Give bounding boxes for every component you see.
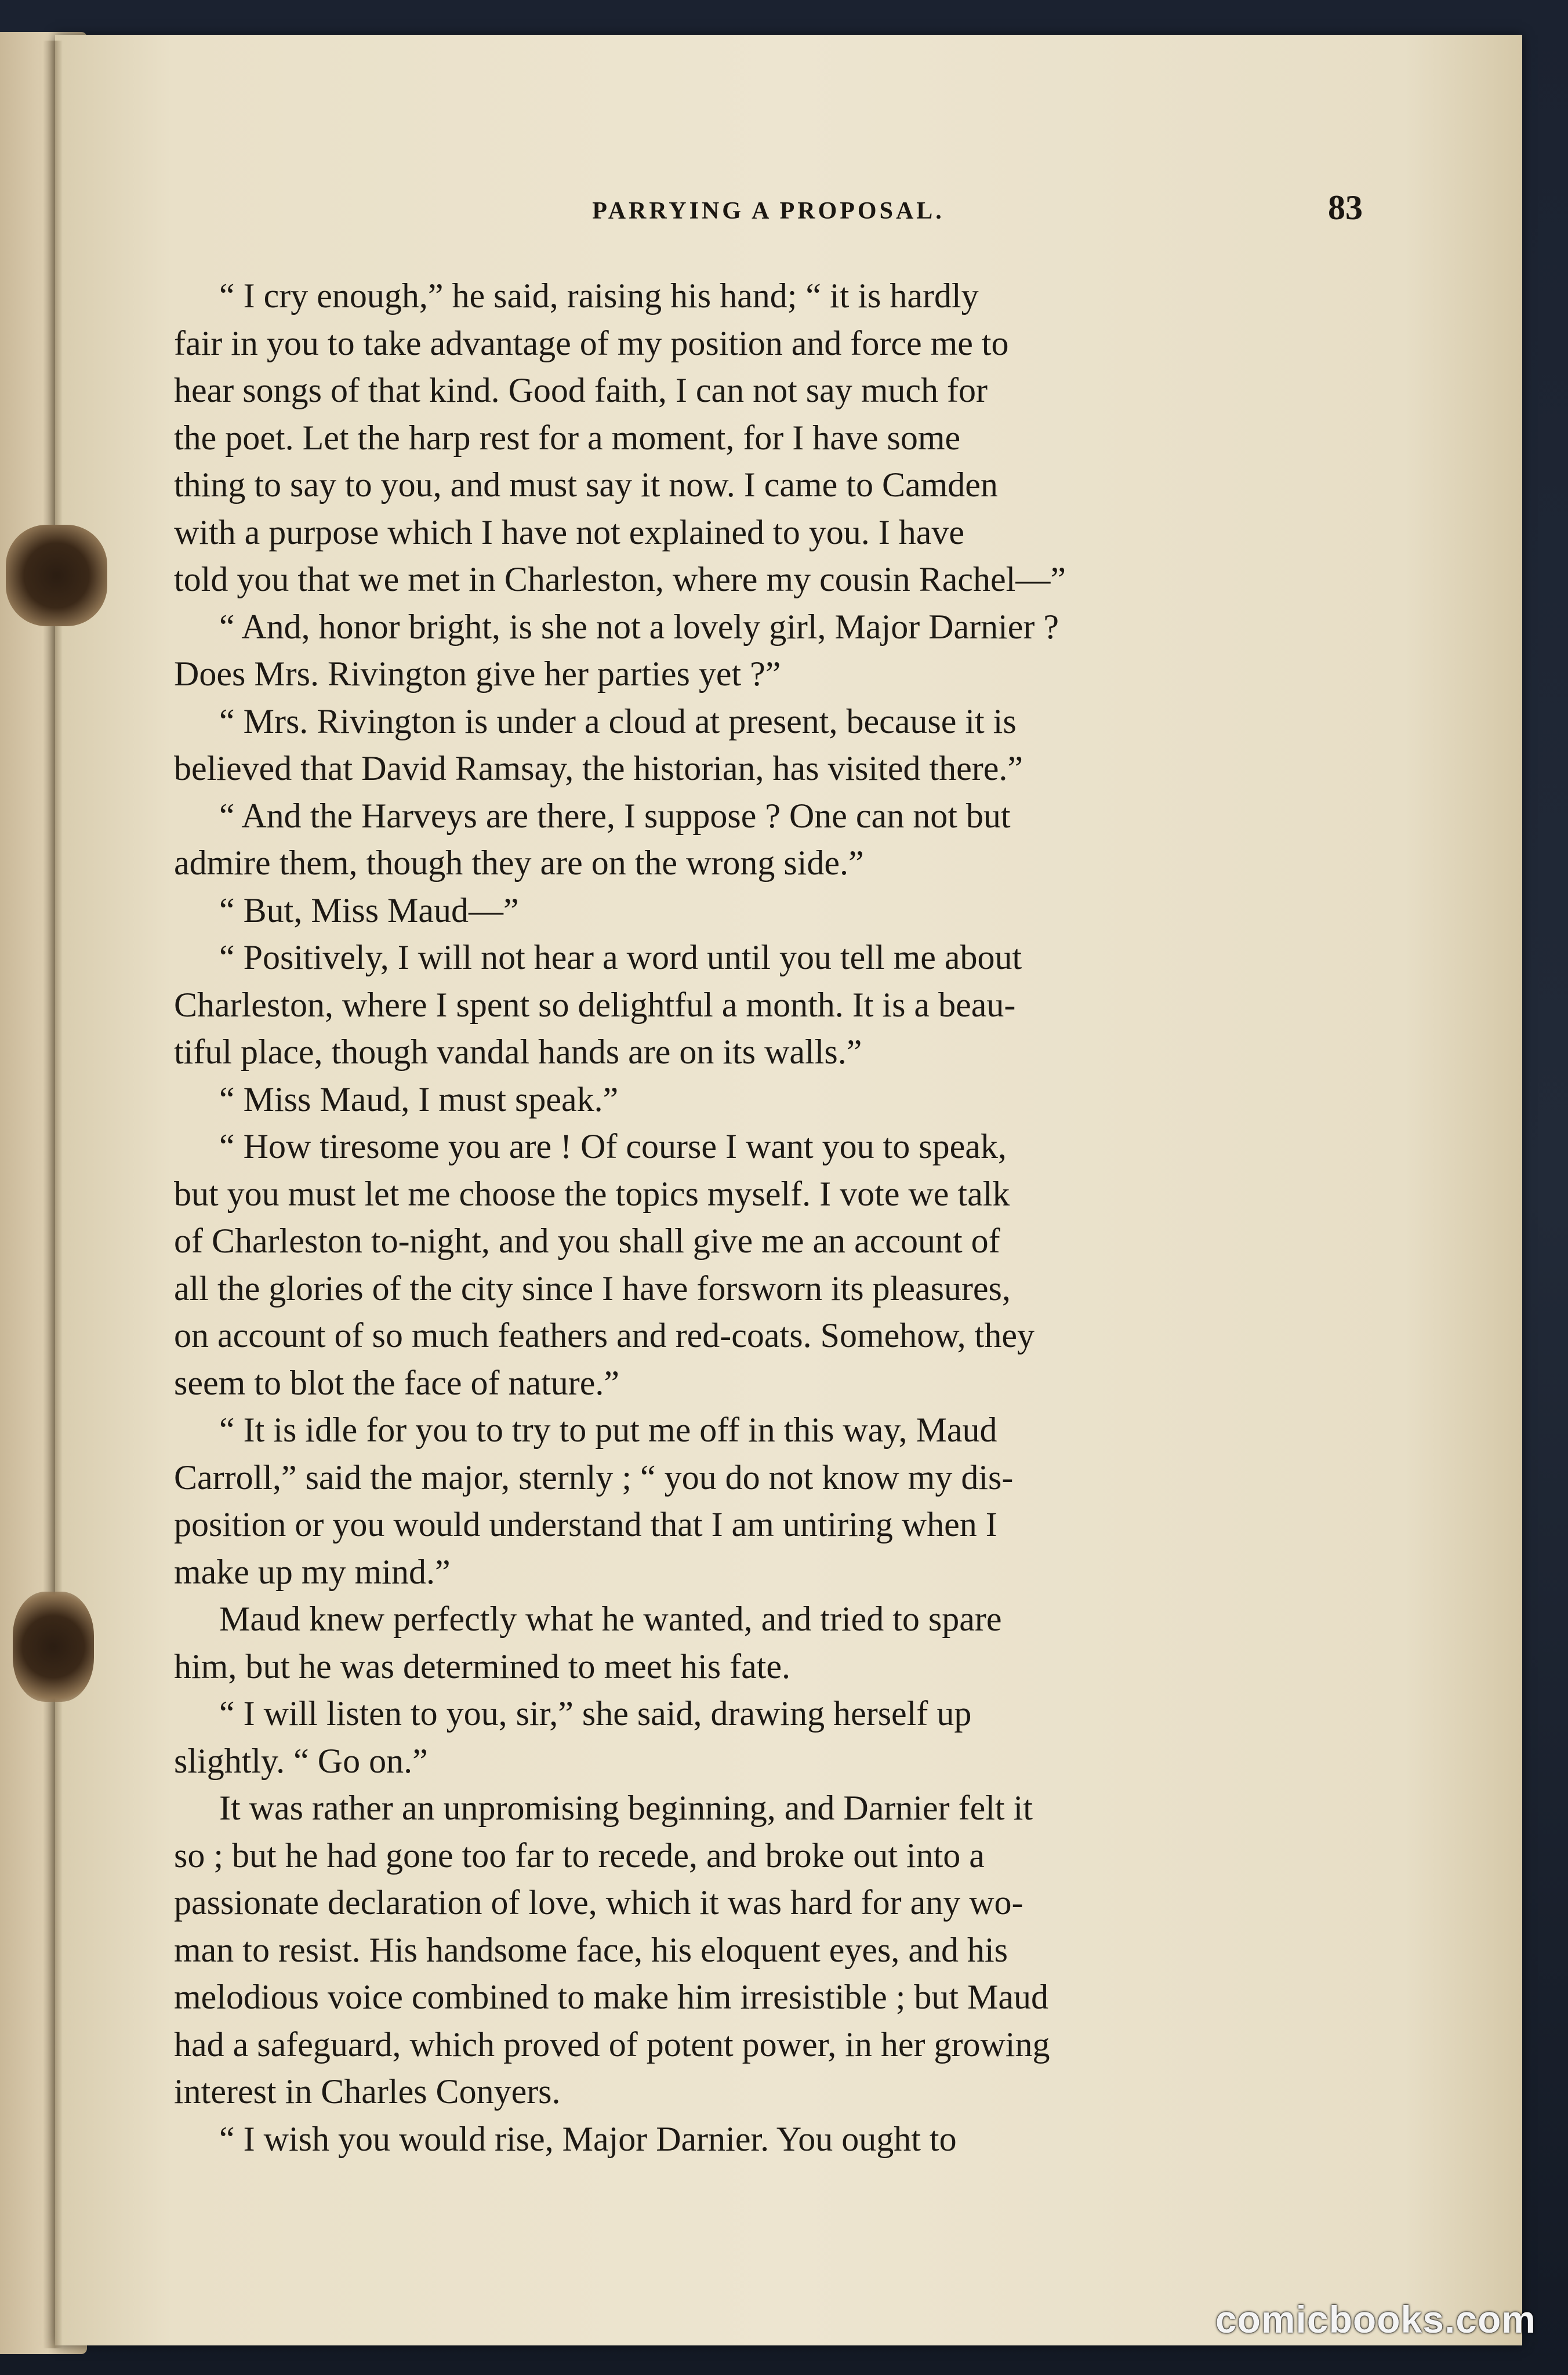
- paragraph: “ Mrs. Rivington is under a cloud at present, because it is believed that David Ramsay, the historian, has visited there.”: [174, 702, 1023, 787]
- paragraph: “ I cry enough,” he said, raising his hand; “ it is hardly fair in you to take advantage of my position and force me to hear songs of that kind. Good faith, I can not say much for the poet. Let the harp rest for a moment, for I have some thing to say to you, and must say it now. I came to Camden with a purpose which I have not explained to you. I have told you that we met in Charleston, where my cousin Rachel—”: [174, 277, 1066, 598]
- paragraph: “ But, Miss Maud—”: [219, 891, 519, 929]
- spine-shadow: [43, 41, 63, 2348]
- paragraph: “ And, honor bright, is she not a lovely girl, Major Darnier ? Does Mrs. Rivington give her parties yet ?”: [174, 607, 1059, 693]
- paragraph: “ Positively, I will not hear a word until you tell me about Charleston, where I spent so delightful a month. It is a beau- tiful place, though vandal hands are on its walls.”: [174, 938, 1022, 1071]
- paragraph: Maud knew perfectly what he wanted, and tried to spare him, but he was determined to meet his fate.: [174, 1600, 1002, 1686]
- paragraph: “ It is idle for you to try to put me off in this way, Maud Carroll,” said the major, sternly ; “ you do not know my dis- position or you would understand that I am untiring when I make up my mind.”: [174, 1411, 1014, 1591]
- page-number: 83: [1328, 188, 1363, 227]
- paragraph: “ I wish you would rise, Major Darnier. You ought to: [219, 2119, 957, 2158]
- binding-hole-top: [6, 525, 107, 626]
- paragraph: “ Miss Maud, I must speak.”: [219, 1080, 619, 1118]
- paragraph: “ I will listen to you, sir,” she said, drawing herself up slightly. “ Go on.”: [174, 1694, 972, 1780]
- watermark: comicbooks.com: [1215, 2298, 1536, 2341]
- running-head: PARRYING A PROPOSAL.: [592, 198, 945, 224]
- paragraph: “ How tiresome you are ! Of course I want you to speak, but you must let me choose the topics myself. I vote we talk of Charleston to-night, and you shall give me an account of all the glories of the city since I have forsworn its pleasures, on account of so much feathers and red-coats. Somehow, they seem to blot the face of nature.”: [174, 1127, 1035, 1402]
- paragraph: It was rather an unpromising beginning, and Darnier felt it so ; but he had gone too far to recede, and broke out into a passionate declaration of love, which it was hard for any wo- man to resist. His handsome face, his eloquent eyes, and his melodious voice combined to make him irresistible ; but Maud had a safeguard, which proved of potent power, in her growing interest in Charles Conyers.: [174, 1789, 1050, 2111]
- binding-hole-bottom: [13, 1592, 94, 1702]
- paragraph: “ And the Harveys are there, I suppose ? One can not but admire them, though they are on the wrong side.”: [174, 796, 1011, 882]
- body-text: [174, 273, 1363, 2163]
- page-header: [174, 187, 1363, 250]
